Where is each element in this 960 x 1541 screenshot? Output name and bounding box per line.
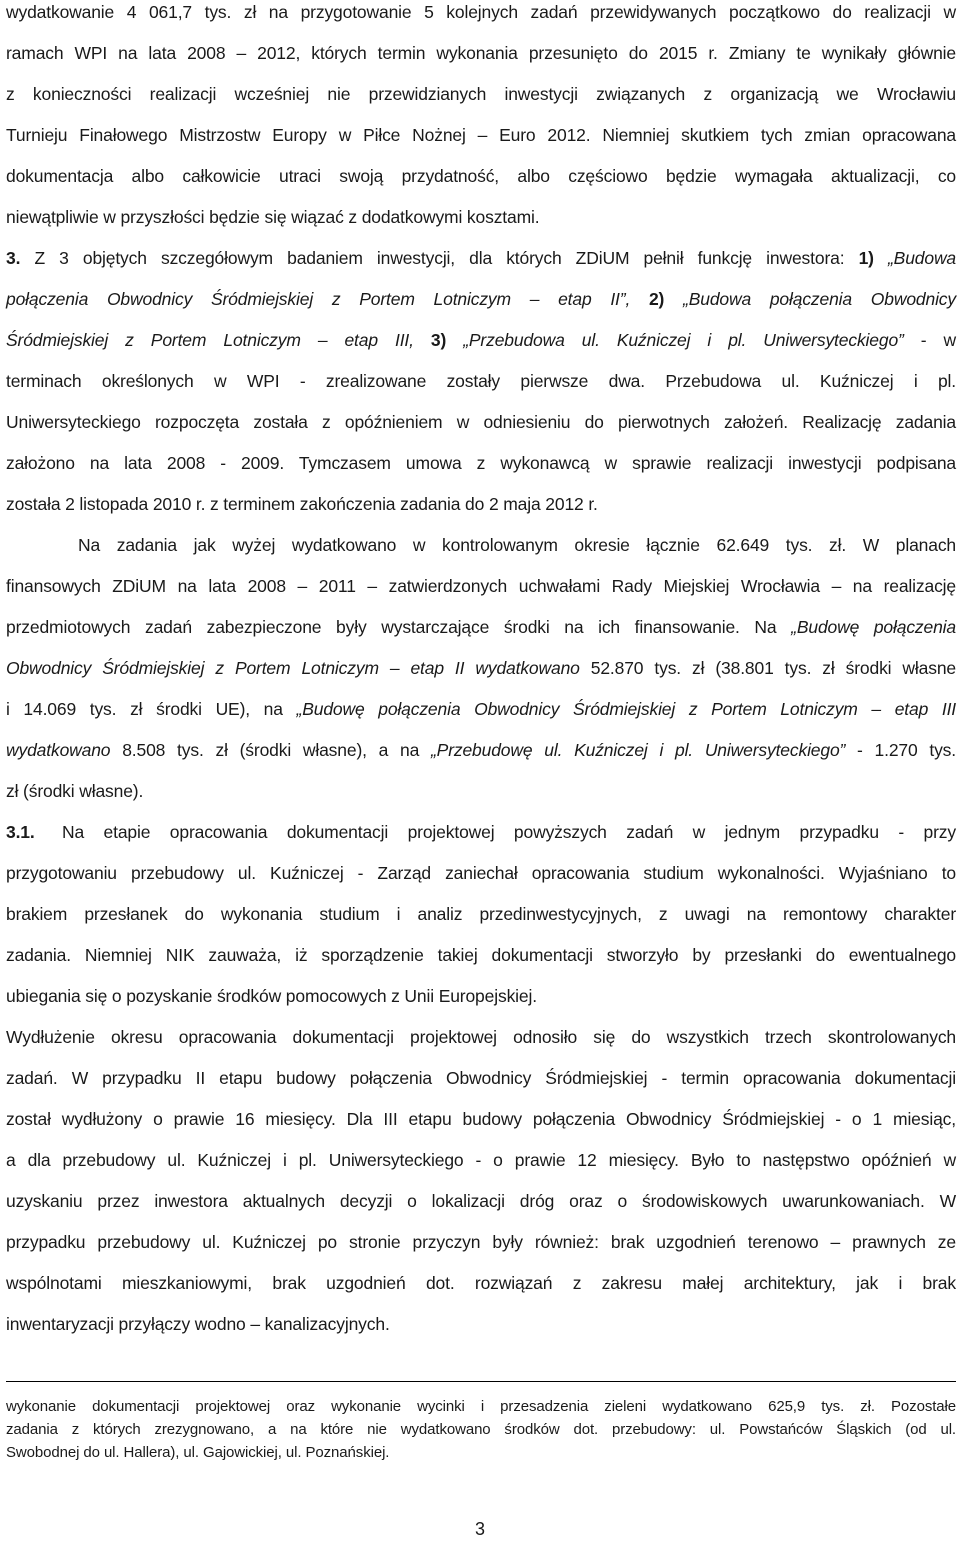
spending-text: 8.508 tys. zł (środki własne), a na [122,740,420,760]
spending-text: i 14.069 tys. zł środki UE), na [6,699,283,719]
task-name: „Budowę połączenia Obwodnicy Śródmiejskiej z Portem Lotniczym – etap III [296,699,956,719]
footnote-line: zadania z których zrezygnowano, a na które nie wydatkowano środków dot. przebudowy: ul. Powstańców Śląskich (od ul. [6,1421,956,1438]
section-3-line: założono na lata 2008 - 2009. Tymczasem umowa z wykonawcą w sprawie realizacji inwestycji podpisana [6,453,956,473]
spending-text: - 1.270 tys. [857,740,956,760]
paragraph-line: niewątpliwie w przyszłości będzie się wiązać z dodatkowymi kosztami. [6,207,540,227]
task-name: Śródmiejskiej z Portem Lotniczym – etap III, [6,330,414,350]
section-3-line: terminach określonych w WPI - zrealizowane zostały pierwsze dwa. Przebudowa ul. Kuźniczej i pl. [6,371,956,391]
task-name: połączenia Obwodnicy Śródmiejskiej z Portem Lotniczym – etap II”, [6,289,631,309]
section-number: 3. [6,248,21,268]
task-name: Obwodnicy Śródmiejskiej z Portem Lotniczym – etap II wydatkowano [6,658,580,678]
extension-line: inwentaryzacji przyłączy wodno – kanalizacyjnych. [6,1314,390,1334]
spending-line: zł (środki własne). [6,781,144,801]
extension-line: a dla przebudowy ul. Kuźniczej i pl. Uniwersyteckiego - o prawie 12 miesięcy. Było to następstwo opóźnień w [6,1150,956,1170]
spending-line [6,658,956,678]
paragraph-line: wydatkowanie 4 061,7 tys. zł na przygotowanie 5 kolejnych zadań przewidywanych początkowo do realizacji w [6,2,956,22]
spending-line: finansowych ZDiUM na lata 2008 – 2011 – zatwierdzonych uchwałami Rady Miejskiej Wrocławia – na realizację [6,576,956,596]
extension-line: został wydłużony o prawie 16 miesięcy. Dla III etapu budowy połączenia Obwodnicy Śródmiejskiej - o 1 miesiąc, [6,1109,956,1129]
paragraph-line: ramach WPI na lata 2008 – 2012, których termin wykonania przesunięto do 2015 r. Zmiany te wynikały głównie [6,43,956,63]
paragraph-line: dokumentacja albo całkowicie utraci swoją przydatność, albo częściowo będzie wymagała aktualizacji, co [6,166,956,186]
section-text: Z 3 objętych szczegółowym badaniem inwestycji, dla których ZDiUM pełnił funkcję inwestora: [34,248,845,268]
spending-line [6,617,956,637]
footnote-rule [6,1381,956,1382]
task-name: „Budowa [888,248,957,268]
section-3-1-line: brakiem przesłanek do wykonania studium i analiz przedinwestycyjnych, z uwagi na remontowy charakter [6,904,956,924]
section-3-1-line: Na etapie opracowania dokumentacji projektowej powyższych zadań w jednym przypadku - przy [62,822,956,842]
section-number [6,822,66,842]
page-number: 3 [474,1519,485,1539]
section-3-line: została 2 listopada 2010 r. z terminem zakończenia zadania do 2 maja 2012 r. [6,494,598,514]
section-text: - w [920,330,956,350]
task-name: „Budowę połączenia [791,617,957,637]
task-name: „Budowa połączenia Obwodnicy [683,289,957,309]
paragraph-line: Turnieju Finałowego Mistrzostw Europy w Piłce Nożnej – Euro 2012. Niemniej skutkiem tych zmian opracowana [6,125,956,145]
spending-text: przedmiotowych zadań zabezpieczone były wystarczające środki na ich finansowanie. Na [6,617,777,637]
list-marker: 3) [430,330,447,350]
section-3-1-line: ubiegania się o pozyskanie środków pomocowych z Unii Europejskiej. [6,986,537,1006]
section-3-line [6,289,956,309]
section-number-text: 3.1. [6,822,35,842]
extension-line: wspólnotami mieszkaniowymi, brak uzgodnień dot. rozwiązań z zakresu małej architektury, jak i brak [6,1273,956,1293]
extension-line: zadań. W przypadku II etapu budowy połączenia Obwodnicy Śródmiejskiej - termin opracowania dokumentacji [6,1068,956,1088]
task-name: „Przebudowa ul. Kuźniczej i pl. Uniwersyteckiego” [463,330,904,350]
list-marker: 1) [858,248,874,268]
task-name: wydatkowano [6,740,111,760]
section-3-line [6,330,956,350]
section-3-1-line: zadania. Niemniej NIK zauważa, iż sporządzenie takiej dokumentacji stworzyło by przesłanki do ewentualnego [6,945,956,965]
extension-line: Wydłużenie okresu opracowania dokumentacji projektowej odnosiło się do wszystkich trzech skontrolowanych [6,1027,956,1047]
footnote-line: Swobodnej do ul. Hallera), ul. Gajowickiej, ul. Poznańskiej. [6,1444,390,1461]
spending-line: Na zadania jak wyżej wydatkowano w kontrolowanym okresie łącznie 62.649 tys. zł. W planach [78,535,956,555]
task-name: „Przebudowę ul. Kuźniczej i pl. Uniwersyteckiego” [431,740,846,760]
footnote-line: wykonanie dokumentacji projektowej oraz wykonanie wycinki i przesadzenia zieleni wydatkowano 625,9 tys. zł. Pozostałe [6,1398,956,1415]
extension-line: uzyskaniu przez inwestora aktualnych decyzji o lokalizacji dróg oraz o środowiskowych uwarunkowaniach. W [6,1191,956,1211]
extension-line: przypadku przebudowy ul. Kuźniczej po stronie przyczyn były również: brak uzgodnień terenowo – prawnych ze [6,1232,956,1252]
section-3-line [6,248,956,268]
paragraph-line: z konieczności realizacji wcześniej nie przewidzianych inwestycji związanych z organizacją we Wrocławiu [6,84,956,104]
spending-text: 52.870 tys. zł (38.801 tys. zł środki własne [590,658,956,678]
list-marker: 2) [648,289,665,309]
spending-line [6,699,956,719]
section-3-1-line: przygotowaniu przebudowy ul. Kuźniczej - Zarząd zaniechał opracowania studium wykonalności. Wyjaśniano to [6,863,956,883]
spending-line [6,740,956,760]
section-3-line: Uniwersyteckiego rozpoczęta została z opóźnieniem w odniesieniu do pierwotnych założeń. Realizację zadania [6,412,956,432]
